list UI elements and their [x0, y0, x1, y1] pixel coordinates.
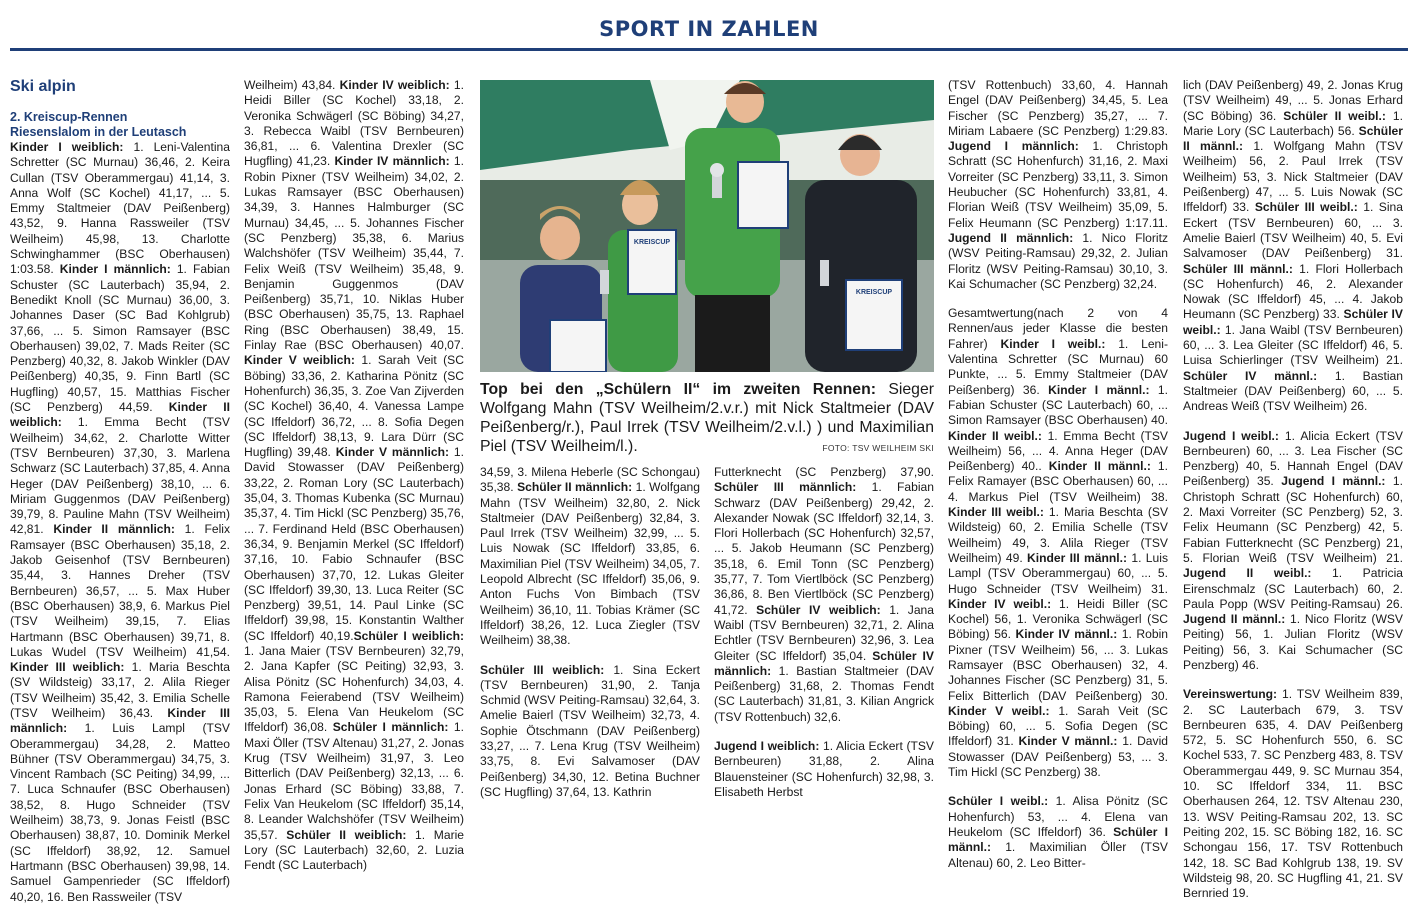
category-heading: Kinder IV männl.: [1015, 627, 1118, 642]
category-results: 1. Sina Eckert (TSV Bernbeuren) 60, ... 3. Amelie Baierl (TSV Weilheim) 40, 5. Evi Salvamoser (DAV Peißenberg) 31. [1183, 200, 1403, 261]
results-column-4 [714, 465, 934, 800]
category-heading: Kinder V männl.: [1018, 734, 1118, 749]
category-results: 1. Sarah Veit (SC Böbing) 60, ... 5. Sofia Degen (SC Iffeldorf) 31. [948, 703, 1168, 749]
category-results: 1. Sarah Veit (SC Böbing) 33,36, 2. Katharina Pönitz (SC Hohenfurch) 36,35, 3. Zoe Van Zijverden (SC Kochel) 36,40, 4. Vanessa Lampe (SC Iffeldorf) 36,72, ... 8. Sofia Degen (SC Iffeldorf) 38,13, 9. Lara Dürr (SC Hugfling) 39,48. [244, 353, 464, 460]
category-heading: Schüler IV männl.: [1183, 368, 1318, 383]
category-heading: Jugend I männl.: [1281, 474, 1386, 489]
category-heading: Kinder III männlich: [10, 705, 230, 736]
category-heading: Schüler III männlich: [714, 480, 857, 495]
category-heading: Schüler I männl.: [948, 824, 1168, 855]
category-results: 1. Felix Ramayer (BSC Oberhausen) 60, ... 4. Markus Piel (TSV Weilheim) 38. [948, 459, 1168, 504]
category-results: 1. Bastian Staltmeier (DAV Peißenberg) 31,68, 2. Thomas Fendt (SC Lauterbach) 31,81, 3. Kilian Angrick (TSV Rottenbuch) 32,6. [714, 663, 934, 724]
category-results: 1. Felix Ramsayer (BSC Oberhausen) 35,18, 2. Jakob Geisenhof (TSV Bernbeuren) 35,44, 3. Hannes Dreher (TSV Bernbeuren) 36,57, ... 5. Max Huber (BSC Oberhausen) 38,9, 6. Markus Piel (TSV Weilheim) 39,15, 7. Elias Hartmann (BSC Oberhausen) 39,71, 8. Lukas Wudel (TSV Weilheim) 41,54. [10, 522, 230, 659]
category-results: 1. Alicia Eckert (TSV Bernbeuren) 60, ... 3. Lea Fischer (SC Penzberg) 40, 5. Hannah Engel (DAV Peißenberg) 35. [1183, 428, 1403, 489]
category-results: 1. Jana Waibl (TSV Bernbeuren) 60, ... 3. Lea Gleiter (SC Iffeldorf) 46, 5. Luisa Schierlinger (TSV Weilheim) 21. [1183, 322, 1403, 368]
category-heading: Kinder IV männlich: [334, 154, 450, 169]
category-results: (nach 2 von 4 Rennen/aus jeder Klasse die besten Fahrer) [948, 306, 1168, 351]
category-results: 1. Emma Becht (TSV Weilheim) 56, ... 4. Anna Heger (DAV Peißenberg) 40.. [948, 428, 1168, 474]
results-text [1183, 78, 1403, 415]
category-heading: Schüler I männlich: [332, 720, 449, 735]
caption-text: Sieger Wolfgang Mahn (TSV Weilheim/2.v.r.) mit Nick Staltmeier (DAV Peißenberg/r.), Paul Irrek (TSV Weilheim/2.v.l.) ) und Maximilian Piel (TSV Weilheim/l.). [480, 381, 935, 455]
category-heading: Kinder II männl.: [1048, 459, 1151, 474]
category-heading: Kinder IV weibl.: [948, 596, 1052, 611]
category-results: (TSV Rottenbuch) 33,60, 4. Hannah Engel (DAV Peißenberg) 34,45, 5. Lea Fischer (SC Penzberg) 35,27, ... 7. Miriam Labaere (SC Penzberg) 1:29.83. [948, 78, 1168, 138]
category-heading: Schüler III weibl.: [1254, 200, 1358, 215]
results-paragraph [480, 663, 700, 801]
category-heading: Kinder I weibl.: [1000, 336, 1106, 351]
category-results: 1. Marie Lory (SC Lauterbach) 56. [1183, 108, 1403, 138]
category-results: 1. David Stowasser (DAV Peißenberg) 53, ... 3. Tim Hickl (SC Penzberg) 38. [948, 734, 1168, 780]
category-results: 1. Luis Lampl (TSV Oberammergau) 34,28, 2. Matteo Bühner (TSV Oberammergau) 34,75, 3. Vincent Rambach (SC Peiting) 34,99, ... 7. Luca Schnaufer (BSC Oberhausen) 38,52, 8. Hugo Schneider (TSV Weilheim) 38,73, 9. Jonas Feistl (BSC Oberhausen) 38,87, 10. Dominik Merkel (SC Iffeldorf) 38,92, 12. Samuel Hartmann (BSC Oberhausen) 39,98, 14. Samuel Gampenrieder (SC Iffeldorf) 40,20, 16. Ben Rassweiler (TSV [10, 721, 230, 904]
category-heading: Jugend I weibl.: [1183, 428, 1279, 443]
results-paragraph [948, 794, 1168, 870]
event-title-line-2: Riesenslalom in der Leutasch [10, 125, 187, 139]
category-results: 1. Robin Pixner (TSV Weilheim) 56, ... 3. Lukas Ramsayer (BSC Oberhausen) 32, 4. Johannes Fischer (SC Penzberg) 31, 5. Felix Bitterlich (DAV Peißenberg) 30. [948, 627, 1168, 703]
category-heading: Kinder II männlich: [53, 522, 175, 537]
caption-lead: Top bei den „Schülern II“ im zweiten Rennen: [480, 381, 876, 398]
section-title: Ski alpin [10, 78, 76, 95]
page-title: SPORT IN ZAHLEN [599, 17, 819, 41]
category-results: 34,59, 3. Milena Heberle (SC Schongau) 35,38. [480, 465, 700, 495]
results-column-3 [480, 465, 700, 800]
category-results: 1. Wolfgang Mahn (TSV Weilheim) 56, 2. Paul Irrek (TSV Weilheim) 53, 3. Nick Staltmeier (DAV Peißenberg) 47, ... 5. Luis Nowak (SC Iffeldorf) 33. [1183, 139, 1403, 215]
category-results: Futterknecht (SC Penzberg) 37,90. [714, 465, 934, 479]
category-heading: Kinder V weiblich: [244, 353, 355, 368]
category-heading: Schüler II weiblich: [286, 827, 407, 842]
category-results: 1. Leni-Valentina Schretter (SC Murnau) 36,46, 2. Keira Cullan (TSV Oberammergau) 41,14, 3. Anna Wolf (SC Kochel) 41,17, ... 5. Emmy Staltmeier (DAV Peißenberg) 43,52, 9. Hanna Rassweiler (TSV Weilheim) 45,98, 13. Charlotte Schwinghammer (BSC Oberhausen) 1:03.58. [10, 140, 230, 277]
category-heading: Kinder III weiblich: [10, 660, 125, 675]
category-results: 1. Fabian Schwarz (DAV Peißenberg) 29,42, 2. Alexander Nowak (SC Iffeldorf) 32,14, 3. Flori Hollerbach (SC Hohenfurch) 32,57, ... 5. Jakob Heumann (SC Penzberg) 35,18, 6. Emil Tonn (SC Penzberg) 35,77, 7. Tom Viertlböck (SC Penzberg) 36,86, 8. Ben Viertlböck (SC Penzberg) 41,72. [714, 480, 934, 617]
category-heading: Jugend II weibl.: [1183, 566, 1312, 581]
category-results: 1. Nico Floritz (WSV Peiting) 56, 1. Julian Floritz (WSV Peiting) 56, 3. Kai Schumacher (SC Penzberg) 46. [1183, 612, 1403, 672]
results-paragraph [714, 739, 934, 800]
category-heading: Kinder I männl.: [1048, 382, 1150, 397]
results-column-6 [1183, 78, 1403, 901]
category-results: 1. Heidi Biller (SC Kochel) 33,18, 2. Veronika Schwägerl (SC Böbing) 34,27, 3. Rebecca Waibl (TSV Bernbeuren) 36,81, ... 6. Valentina Drexler (SC Hugfling) 41,23. [244, 78, 464, 169]
category-heading: Schüler IV weibl.: [1183, 307, 1403, 337]
category-results: 1. Christoph Schratt (SC Hohenfurch) 31,16, 2. Maxi Vorreiter (SC Penzberg) 33,11, 3. Simon Heubucher (SC Hohenfurch) 33,81, 4. Florian Weiß (TSV Weilheim) 35,09, 5. Felix Heumann (SC Penzberg) 1:17.11. [948, 139, 1168, 230]
category-heading: Kinder I männlich: [59, 262, 171, 277]
category-heading: Kinder IV weiblich: [339, 78, 450, 92]
category-results: 1. Maria Beschta (SV Wildsteig) 33,17, 2. Alila Rieger (TSV Weilheim) 35,42, 3. Emilia Schelle (TSV Weilheim) 36,43. [10, 660, 230, 720]
category-results: 1. Sina Eckert (TSV Bernbeuren) 31,90, 2. Tanja Schmid (WSV Peiting-Ramsau) 32,64, 3. Amelie Baierl (TSV Weilheim) 32,73, 4. Sophie Ötschmann (DAV Peißenberg) 33,27, ... 7. Lena Krug (TSV Weilheim) 33,75, 8. Evi Salvamoser (DAV Peißenberg) 34,30, 12. Betina Buchner (SC Hugfling) 37,64, 13. Kathrin [480, 662, 700, 799]
category-results: 1. Maxi Öller (TSV Altenau) 31,27, 2. Jonas Krug (TSV Weilheim) 31,97, 3. Leo Bitterlich (DAV Peißenberg) 32,13, ... 6. Jonas Erhard (SC Böbing) 33,88, 7. Felix Van Heukelom (SC Iffeldorf) 35,14, 8. Leander Walchshöfer (TSV Weilheim) 35,57. [244, 720, 464, 842]
category-results: 1. Wolfgang Mahn (TSV Weilheim) 32,80, 2. Nick Staltmeier (DAV Peißenberg) 32,84, 3. Paul Irrek (TSV Weilheim) 32,99, ... 5. Luis Nowak (SC Iffeldorf) 33,85, 6. Maximilian Piel (TSV Weilheim) 34,05, 7. Leopold Albrecht (SC Iffeldorf) 35,06, 9. Anton Fuchs Von Bimbach (TSV Weilheim) 36,10, 11. Tobias Krämer (SC Iffeldorf) 38,26, 12. Luca Ziegler (TSV Weilheim) 38,38. [480, 480, 700, 648]
category-results: 1. Robin Pixner (TSV Weilheim) 34,02, 2. Lukas Ramsayer (BSC Oberhausen) 34,39, 3. Hannes Halmburger (SC Murnau) 34,45, ... 5. Johannes Fischer (SC Penzberg) 35,38, 6. Marius Walchshöfer (TSV Weilheim) 35,44, 7. Felix Weiß (TSV Weilheim) 35,48, 9. Benjamin Guggenmos (DAV Peißenberg) 35,71, 10. Niklas Huber (BSC Oberhausen) 35,75, 13. Raphael Ring (BSC Oberhausen) 38,49, 15. Finlay Rae (BSC Oberhausen) 40,07. [244, 154, 464, 353]
category-results: 1. Jana Waibl (TSV Bernbeuren) 32,71, 2. Alina Echtler (TSV Bernbeuren) 32,96, 3. Lea Gleiter (SC Iffeldorf) 35,04. [714, 602, 934, 663]
category-results: 1. TSV Weilheim 839, 2. SC Lauterbach 679, 3. TSV Bernbeuren 635, 4. DAV Peißenberg 572, 5. SC Hohenfurch 550, 6. SC Kochel 533, 7. SC Penzberg 483, 8. TSV Oberammergau 449, 9. SC Murnau 354, 10. SC Iffeldorf 334, 11. BSC Oberhausen 264, 12. TSV Altenau 230, 13. WSV Peiting-Ramsau 202, 13. SC Peiting 202, 15. SC Böbing 182, 16. SC Schongau 156, 17. TSV Rottenbuch 142, 18. SC Bad Kohlgrub 138, 19. SV Wildsteig 98, 20. SC Hugfling 41, 21. SV Bernried 19. [1183, 687, 1403, 901]
category-results: 1. Flori Hollerbach (SC Hohenfurch) 46, 2. Alexander Nowak (SC Iffeldorf) 45, ... 4. Jakob Heumann (SC Penzberg) 33. [1183, 261, 1403, 322]
results-paragraph [1183, 429, 1403, 674]
category-results: 1. Heidi Biller (SC Kochel) 56, 1. Veronika Schwägerl (SC Böbing) 56. [948, 596, 1168, 642]
results-text [10, 140, 230, 905]
category-heading: Kinder V weibl.: [948, 703, 1050, 718]
category-results: 1. Nico Floritz (WSV Peiting-Ramsau) 29,32, 2. Julian Floritz (WSV Peiting-Ramsau) 30,10, 3. Kai Schumacher (SC Penzberg) 32,24. [948, 230, 1168, 291]
category-heading: Schüler II männl.: [1183, 123, 1403, 154]
category-results: 1. Christoph Schratt (SC Hohenfurch) 60, 2. Maxi Vorreiter (SC Penzberg) 52, 3. Felix Heumann (SC Penzberg) 42, 5. Fabian Futterknecht (SC Penzberg) 21, 5. Florian Weiß (TSV Weilheim) 21. [1183, 474, 1403, 565]
banner-text: KREISCUP [855, 289, 893, 296]
category-results: 1. Leni-Valentina Schretter (SC Murnau) 60 Punkte, ... 5. Emmy Staltmeier (DAV Peißenberg) 36. [948, 336, 1168, 397]
event-title-line-1: 2. Kreiscup-Rennen [10, 110, 128, 124]
category-results: 1. David Stowasser (DAV Peißenberg) 33,22, 2. Roman Lory (SC Lauterbach) 35,04, 3. Thomas Kubenka (SC Murnau) 35,37, 4. Tim Hickl (SC Penzberg) 35,76, ... 7. Ferdinand Held (BSC Oberhausen) 36,34, 9. Benjamin Merkel (SC Iffeldorf) 37,16, 10. Fabio Schnaufer (BSC Oberhausen) 37,70, 12. Lukas Gleiter (SC Iffeldorf) 39,30, 13. Luca Reiter (SC Penzberg) 39,51, 14. Paul Linke (SC Iffeldorf) 39,98, 15. Konstantin Walther (SC Iffeldorf) 40,19. [244, 445, 464, 643]
category-heading: Jugend II männl.: [1183, 612, 1286, 627]
category-results: 1. Bastian Staltmeier (DAV Peißenberg) 60, ... 5. Andreas Weiß (TSV Weilheim) 26. [1183, 368, 1403, 414]
category-heading: Schüler I weibl.: [948, 794, 1049, 809]
race-photo [480, 80, 934, 372]
category-results: 1. Maria Beschta (SV Wildsteig) 60, 2. Emilia Schelle (TSV Weilheim) 49, 3. Alila Rieger (TSV Weilheim) 49. [948, 505, 1168, 565]
category-heading: Schüler III weiblich: [480, 662, 605, 677]
category-heading: Jugend I weiblich: [714, 739, 820, 754]
category-heading: Schüler II weibl.: [1283, 108, 1386, 123]
category-heading: Schüler IV weiblich: [756, 602, 881, 617]
category-heading: Schüler IV männlich: [714, 648, 934, 678]
category-results: 1. Fabian Schuster (SC Lauterbach) 60, ... Simon Ramsayer (BSC Oberhausen) 40. [948, 382, 1168, 428]
category-heading: Kinder II weiblich: [10, 400, 230, 430]
category-heading: Kinder II weibl.: [948, 428, 1042, 443]
results-column-1 [10, 78, 230, 905]
header-rule [10, 48, 1408, 51]
results-column-2 [244, 78, 464, 873]
results-text [244, 78, 464, 873]
results-column-5 [948, 78, 1168, 871]
category-results: 1. Alisa Pönitz (SC Hohenfurch) 53, ... 4. Elena van Heukelom (SC Iffeldorf) 36. [948, 794, 1168, 839]
category-results: lich (DAV Peißenberg) 49, 2. Jonas Krug (TSV Weilheim) 49, ... 5. Jonas Erhard (SC Böbing) 36. [1183, 78, 1403, 123]
category-heading: Kinder III weibl.: [948, 505, 1044, 520]
category-heading: Schüler I weiblich: [353, 628, 464, 643]
category-results: 1. Luis Lampl (TSV Oberammergau) 60, ... 5. Hugo Schneider (TSV Weilheim) 31. [948, 550, 1168, 596]
results-text [714, 465, 934, 725]
category-heading: Schüler III männl.: [1183, 261, 1293, 276]
banner-text: KREISCUP [633, 239, 671, 246]
results-paragraph [948, 306, 1168, 780]
category-results: 1. Marie Lory (SC Lauterbach) 32,60, 2. Luzia Fendt (SC Lauterbach) [244, 827, 464, 873]
page-header [10, 0, 1408, 52]
category-results: 1. Fabian Schuster (SC Lauterbach) 35,94, 2. Benedikt Knoll (SC Murnau) 36,00, 3. Johannes Daser (SC Bad Kohlgrub) 37,66, ... 5. Simon Ramsayer (BSC Oberhausen) 39,02, 7. Mads Reiter (SC Penzberg) 40,32, 8. Jakob Winkler (DAV Peißenberg) 40,35, 9. Finn Bartl (SC Hugfling) 40,57, 15. Matthias Fischer (SC Penzberg) 44,59. [10, 262, 230, 415]
category-results: 1. Patricia Eirenschmalz (SC Lauterbach) 60, 2. Paula Popp (WSV Peiting-Ramsau) 26. [1183, 566, 1403, 611]
category-results: 1. Maximilian Öller (TSV Altenau) 60, 2. Leo Bitter- [948, 840, 1168, 870]
photo-credit: FOTO: TSV WEILHEIM SKI [822, 443, 934, 453]
category-heading: Kinder V männlich: [335, 445, 450, 460]
category-heading: Schüler II männlich: [517, 480, 633, 495]
results-paragraph [1183, 687, 1403, 901]
results-text [948, 78, 1168, 292]
category-heading: Vereinswertung: [1183, 687, 1278, 702]
results-text [480, 465, 700, 649]
category-results: 1. Emma Becht (TSV Weilheim) 34,62, 2. Charlotte Witter (TSV Bernbeuren) 37,30, 3. Marlena Schwarz (SC Lauterbach) 37,85, 4. Anna Heger (DAV Peißenberg) 38,10, ... 6. Miriam Guggenmos (DAV Peißenberg) 39,79, 8. Pauline Mahn (TSV Weilheim) 42,81. [10, 415, 230, 537]
podium-photo-illustration [480, 80, 934, 372]
category-results: 1. Jana Maier (TSV Bernbeuren) 32,79, 2. Jana Kapfer (SC Peiting) 32,93, 3. Alisa Pönitz (SC Hohenfurch) 34,03, 4. Ramona Feierabend (TSV Weilheim) 35,03, 5. Elena Van Heukelom (SC Iffeldorf) 36,08. [244, 643, 464, 735]
category-heading: Jugend II männlich: [948, 230, 1074, 245]
category-heading: Jugend I männlich: [948, 139, 1079, 154]
category-results: 1. Alicia Eckert (TSV Bernbeuren) 31,88, 2. Alina Blauensteiner (SC Hohenfurch) 32,98, 3. Elisabeth Herbst [714, 739, 934, 799]
category-results: Weilheim) 43,84. [244, 78, 340, 92]
category-heading: Kinder III männl.: [1027, 550, 1128, 565]
category-results: Gesamtwertung [948, 306, 1034, 321]
category-heading: Kinder I weiblich: [10, 140, 124, 154]
